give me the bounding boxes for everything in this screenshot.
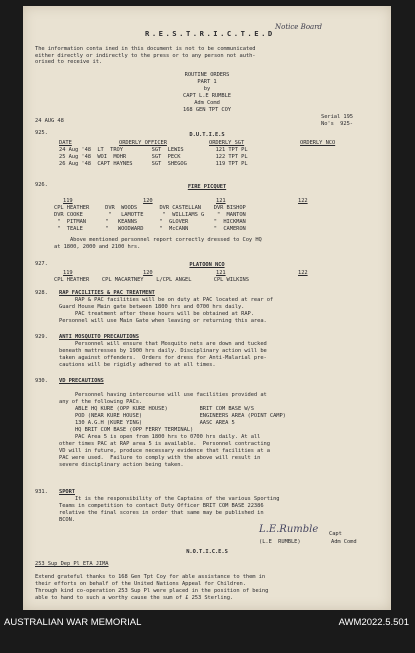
heading-line-2: PART 1 (197, 79, 217, 85)
signature-title: Adm Comd (331, 539, 357, 545)
section-931-line: relative the final scores in order that same may be published in (59, 510, 264, 516)
heading-line-4: CAPT L.E RUMBLE (183, 93, 231, 99)
section-928-title: RAP FACILITIES & PAC TREATMENT (59, 290, 155, 296)
heading-line-1: ROUTINE ORDERS (184, 72, 230, 78)
fire-picquet-col-120: 120 (143, 198, 153, 204)
intro-line-1: The information conta ined in this document is not to be communicated (35, 46, 256, 52)
signature-name: (L.E RUMBLE) (259, 539, 301, 545)
duties-col-officer: ORDERLY OFFICER (119, 140, 167, 146)
notice-heading: 253 Sup Dep Pl ETA JIMA (35, 561, 109, 567)
section-930-line: ABLE HQ KURE (OPP KURE HOUSE) BRIT COM BASE W/S (59, 406, 254, 412)
section-928-line: PAC treatment after these hours will be obtained at RAP. (59, 311, 254, 317)
fire-picquet-note-2: at 1800, 2000 and 2100 hrs. (54, 244, 141, 250)
order-numbers: No's 925- (321, 121, 353, 127)
section-930-line: any of the following PACs. (59, 399, 143, 405)
section-925-title: D.U.T.I.E.S (189, 132, 225, 138)
duties-row: 26 Aug '48 CAPT HAYNES SGT SHEGOG 119 TPT PL (59, 161, 248, 167)
notice-line: Through kind co-operation 253 Sup Pl were placed in the position of being (35, 588, 269, 594)
section-926-title: FIRE PICQUET (187, 184, 227, 190)
section-930-line: severe disciplinary action being taken. (59, 462, 184, 468)
section-926-number: 926. (35, 182, 48, 188)
platoon-col-121: 121 (216, 270, 226, 276)
fire-picquet-row: DVR COOKE " LAMOTTE " WILLIAMS G " MANTON (54, 212, 246, 218)
fire-picquet-row: " PITMAN " KEANNS " GLOVER " HICKMAN (54, 219, 246, 225)
platoon-col-119: 119 (63, 270, 73, 276)
intro-line-2: either directly or indirectly to the press or to any person not auth- (35, 52, 256, 59)
section-930-line: PAC were used. Failure to comply with the above will result in (59, 455, 261, 461)
fire-picquet-row: " TEALE " WOODWARD " McCANN " CAMERON (54, 226, 246, 232)
fire-picquet-col-122: 122 (298, 198, 308, 204)
fire-picquet-col-121: 121 (216, 198, 226, 204)
section-931-number: 931. (35, 489, 48, 495)
section-929-line: Personnel will ensure that Mosquito nets are down and tucked (59, 341, 267, 347)
signature-scrawl: L.E.Rumble (259, 524, 319, 535)
duties-row: 24 Aug '48 LT TROY SGT LEWIS 121 TPT PL (59, 147, 248, 153)
duties-row: 25 Aug '48 WOI MOHR SGT PECK 122 TPT PL (59, 154, 248, 160)
notice-line: their efforts on behalf of the United Nations Appeal for Children. (35, 581, 246, 587)
handwritten-note: Notice Board (275, 23, 323, 31)
section-930-line: 130 A.G.H (KURE YING) AASC AREA 5 (59, 420, 235, 426)
notices-title: N.O.T.I.C.E.S (186, 549, 228, 555)
platoon-col-120: 120 (143, 270, 153, 276)
section-929-line: taken against offenders. Orders for dress for Anti-Malarial pre- (59, 355, 267, 361)
section-929-line: cautions will be rigidly adhered to at all times. (59, 362, 216, 368)
duties-col-date: DATE (59, 140, 72, 146)
signature-rank: Capt (329, 531, 342, 537)
intro-line-3: orised to receive it. (35, 59, 103, 65)
section-929-number: 929. (35, 334, 48, 340)
footer-institution: AUSTRALIAN WAR MEMORIAL (4, 617, 142, 628)
section-930-title: VD PRECAUTIONS (59, 378, 104, 384)
section-930-line: VD will in future, produce necessary evidence that facilities at a (59, 448, 270, 454)
section-931-line: Teams in competition to contact Duty Officer BRIT COM BASE 22386 (59, 503, 264, 509)
duties-col-sgt: ORDERLY SGT (209, 140, 245, 146)
duties-col-nco: ORDERLY NCO (300, 140, 336, 146)
heading-line-5: Adm Comd (194, 100, 220, 106)
platoon-nco-row: CPL HEATHER CPL MACARTNEY L/CPL ANGEL CPL WILKINS (54, 277, 249, 283)
section-928-line: Guard House Main gate between 1800 hrs and 0700 hrs daily. (59, 304, 245, 310)
footer-accession-number: AWM2022.5.501 (338, 617, 409, 628)
section-929-title: ANTI MOSQUITO PRECAUTIONS (59, 334, 139, 340)
section-929-line: beneath mattresses by 1900 hrs daily. Disciplinary action will be (59, 348, 267, 354)
fire-picquet-col-119: 119 (63, 198, 73, 204)
fire-picquet-note-1: Above mentioned personnel report correctly dressed to Coy HQ (54, 237, 262, 243)
section-930-line: HQ BRIT COM BASE (OPP FERRY TERMINAL) (59, 427, 194, 433)
notice-line: Extend grateful thanks to 168 Gen Tpt Coy for able assistance to them in (35, 574, 266, 580)
heading-line-6: 168 GEN TPT COY (183, 107, 231, 113)
classification-stamp: R.E.S.T.R.I.C.T.E.D (145, 29, 275, 38)
section-930-line: PAC Area 5 is open from 1800 hrs to 0700 hrs daily. At all (59, 434, 261, 440)
section-930-line: POD (NEAR KURE HOUSE) ENGINEERS AREA (POINT CAMP) (59, 413, 286, 419)
section-928-line: RAP & PAC facilities will be on duty at PAC located at rear of (59, 297, 274, 303)
section-930-line: Personnel having intercourse will use facilities provided at (59, 392, 267, 398)
section-930-number: 930. (35, 378, 48, 384)
document-page (23, 6, 391, 610)
section-931-line: It is the responsibility of the Captains of the various Sporting (59, 496, 280, 502)
section-927-title: PLATOON NCO (189, 262, 225, 268)
section-928-line: Personnel will use Main Gate when leaving or returning this area. (59, 318, 267, 324)
section-927-number: 927. (35, 261, 48, 267)
heading-line-3: by (203, 86, 211, 92)
section-928-number: 928. (35, 290, 48, 296)
section-931-title: SPORT (59, 489, 75, 495)
platoon-col-122: 122 (298, 270, 308, 276)
section-925-number: 925. (35, 130, 48, 136)
section-931-line: BCON. (59, 517, 75, 523)
notice-line: able to hand to such a worthy cause the sum of £ 253 Sterling. (35, 595, 234, 601)
fire-picquet-row: CPL HEATHER DVR WOODS DVR CASTELLAN DVR BISHOP (54, 205, 246, 211)
serial-number: Serial 195 (321, 114, 353, 120)
section-930-line: other times PAC at RAP area 5 is available. Personnel contracting (59, 441, 270, 447)
order-date: 24 AUG 48 (35, 118, 64, 124)
